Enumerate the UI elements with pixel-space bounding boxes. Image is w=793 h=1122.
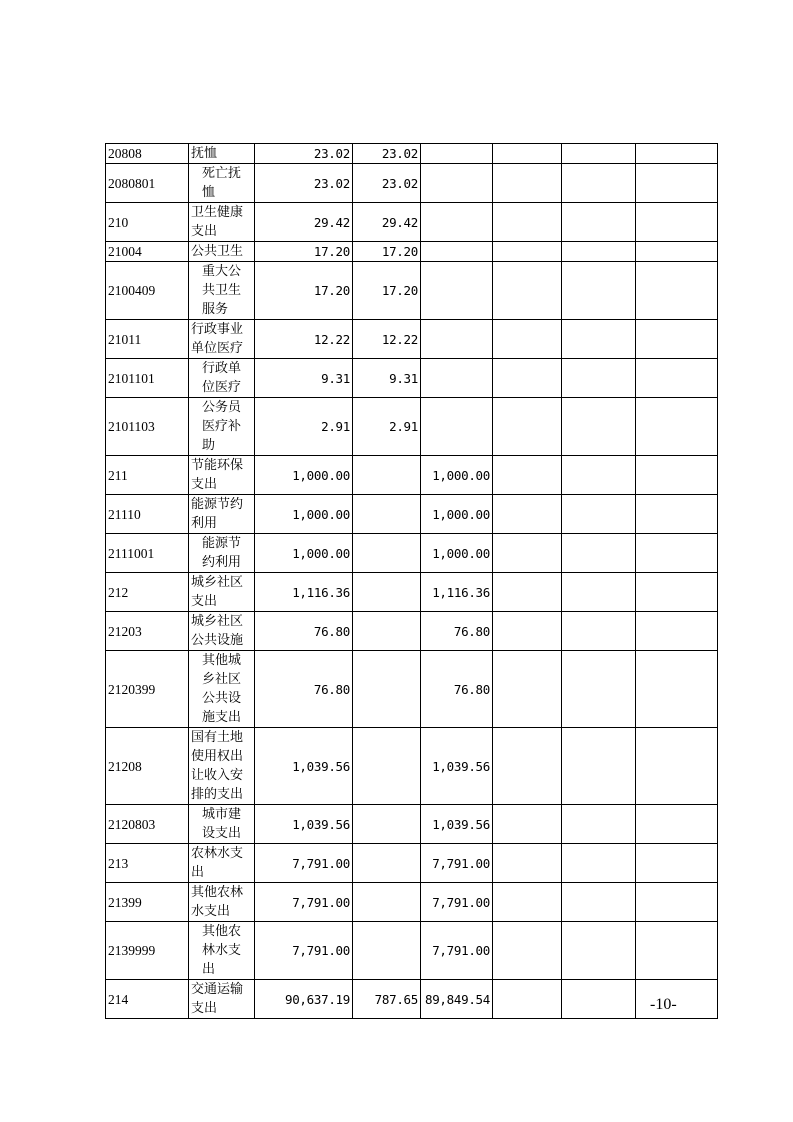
basic-expenditure (353, 495, 421, 534)
basic-expenditure: 12.22 (353, 320, 421, 359)
subject-code: 212 (106, 573, 189, 612)
table-row (106, 883, 718, 922)
basic-expenditure (353, 573, 421, 612)
basic-expenditure (353, 456, 421, 495)
project-expenditure: 89,849.54 (421, 980, 493, 1019)
column-5-cell (562, 922, 636, 980)
column-6-cell (636, 359, 718, 398)
table-row (106, 980, 718, 1019)
basic-expenditure: 29.42 (353, 203, 421, 242)
total-amount: 1,000.00 (255, 456, 353, 495)
subject-name: 其他农林水支出 (189, 922, 255, 980)
subject-code: 21011 (106, 320, 189, 359)
column-6-cell (636, 922, 718, 980)
table-row (106, 844, 718, 883)
budget-expenditure-table (105, 143, 718, 1019)
project-expenditure: 1,000.00 (421, 495, 493, 534)
column-6-cell (636, 651, 718, 728)
column-6-cell (636, 728, 718, 805)
column-4-cell (493, 612, 562, 651)
total-amount: 7,791.00 (255, 883, 353, 922)
column-5-cell (562, 534, 636, 573)
total-amount: 7,791.00 (255, 844, 353, 883)
project-expenditure: 1,116.36 (421, 573, 493, 612)
subject-name: 重大公共卫生服务 (189, 262, 255, 320)
subject-name: 节能环保支出 (189, 456, 255, 495)
column-5-cell (562, 728, 636, 805)
column-4-cell (493, 144, 562, 164)
basic-expenditure (353, 728, 421, 805)
column-4-cell (493, 359, 562, 398)
column-4-cell (493, 728, 562, 805)
column-6-cell (636, 164, 718, 203)
column-5-cell (562, 164, 636, 203)
basic-expenditure (353, 844, 421, 883)
project-expenditure (421, 203, 493, 242)
column-6-cell (636, 203, 718, 242)
column-4-cell (493, 242, 562, 262)
subject-name: 国有土地使用权出让收入安排的支出 (189, 728, 255, 805)
table-row (106, 359, 718, 398)
total-amount: 2.91 (255, 398, 353, 456)
project-expenditure (421, 359, 493, 398)
table-row (106, 495, 718, 534)
subject-name: 行政事业单位医疗 (189, 320, 255, 359)
table-row (106, 805, 718, 844)
column-4-cell (493, 651, 562, 728)
total-amount: 12.22 (255, 320, 353, 359)
column-6-cell (636, 573, 718, 612)
subject-code: 2120803 (106, 805, 189, 844)
column-6-cell (636, 320, 718, 359)
column-5-cell (562, 980, 636, 1019)
column-5-cell (562, 495, 636, 534)
basic-expenditure (353, 651, 421, 728)
project-expenditure: 1,039.56 (421, 805, 493, 844)
project-expenditure (421, 242, 493, 262)
column-6-cell (636, 495, 718, 534)
column-6-cell (636, 883, 718, 922)
total-amount: 1,000.00 (255, 534, 353, 573)
page-number: -10- (650, 996, 677, 1013)
table-row (106, 651, 718, 728)
column-5-cell (562, 844, 636, 883)
subject-name: 公共卫生 (189, 242, 255, 262)
column-5-cell (562, 805, 636, 844)
subject-name: 其他城乡社区公共设施支出 (189, 651, 255, 728)
table-row (106, 922, 718, 980)
subject-code: 210 (106, 203, 189, 242)
column-4-cell (493, 164, 562, 203)
subject-code: 211 (106, 456, 189, 495)
basic-expenditure: 787.65 (353, 980, 421, 1019)
column-5-cell (562, 612, 636, 651)
total-amount: 1,000.00 (255, 495, 353, 534)
table-row (106, 398, 718, 456)
column-5-cell (562, 262, 636, 320)
project-expenditure: 1,000.00 (421, 456, 493, 495)
column-5-cell (562, 883, 636, 922)
subject-code: 2139999 (106, 922, 189, 980)
subject-name: 城乡社区公共设施 (189, 612, 255, 651)
project-expenditure (421, 320, 493, 359)
subject-name: 农林水支出 (189, 844, 255, 883)
subject-code: 2111001 (106, 534, 189, 573)
table-row (106, 612, 718, 651)
project-expenditure: 76.80 (421, 651, 493, 728)
column-6-cell (636, 144, 718, 164)
project-expenditure: 7,791.00 (421, 922, 493, 980)
total-amount: 90,637.19 (255, 980, 353, 1019)
total-amount: 9.31 (255, 359, 353, 398)
subject-code: 21004 (106, 242, 189, 262)
basic-expenditure: 2.91 (353, 398, 421, 456)
table-body (106, 144, 718, 1019)
column-4-cell (493, 398, 562, 456)
basic-expenditure (353, 922, 421, 980)
subject-name: 公务员医疗补助 (189, 398, 255, 456)
basic-expenditure (353, 534, 421, 573)
subject-name: 死亡抚恤 (189, 164, 255, 203)
subject-code: 2101103 (106, 398, 189, 456)
total-amount: 29.42 (255, 203, 353, 242)
table-row (106, 144, 718, 164)
basic-expenditure (353, 612, 421, 651)
table-row (106, 203, 718, 242)
column-6-cell (636, 262, 718, 320)
basic-expenditure: 23.02 (353, 164, 421, 203)
total-amount: 17.20 (255, 262, 353, 320)
project-expenditure (421, 398, 493, 456)
subject-code: 214 (106, 980, 189, 1019)
column-4-cell (493, 320, 562, 359)
basic-expenditure: 17.20 (353, 242, 421, 262)
subject-name: 抚恤 (189, 144, 255, 164)
subject-code: 2100409 (106, 262, 189, 320)
column-4-cell (493, 534, 562, 573)
total-amount: 1,116.36 (255, 573, 353, 612)
subject-code: 21399 (106, 883, 189, 922)
column-6-cell (636, 456, 718, 495)
subject-name: 能源节约利用 (189, 534, 255, 573)
subject-code: 2101101 (106, 359, 189, 398)
subject-code: 21208 (106, 728, 189, 805)
column-4-cell (493, 203, 562, 242)
column-5-cell (562, 573, 636, 612)
project-expenditure: 7,791.00 (421, 883, 493, 922)
total-amount: 23.02 (255, 144, 353, 164)
subject-name: 城市建设支出 (189, 805, 255, 844)
table-row (106, 320, 718, 359)
subject-code: 21203 (106, 612, 189, 651)
column-4-cell (493, 805, 562, 844)
table-row (106, 164, 718, 203)
project-expenditure: 76.80 (421, 612, 493, 651)
column-4-cell (493, 573, 562, 612)
subject-name: 其他农林水支出 (189, 883, 255, 922)
project-expenditure: 1,039.56 (421, 728, 493, 805)
column-4-cell (493, 883, 562, 922)
column-5-cell (562, 651, 636, 728)
column-6-cell (636, 534, 718, 573)
column-5-cell (562, 398, 636, 456)
project-expenditure (421, 164, 493, 203)
basic-expenditure (353, 883, 421, 922)
subject-name: 能源节约利用 (189, 495, 255, 534)
column-6-cell (636, 612, 718, 651)
column-4-cell (493, 922, 562, 980)
column-4-cell (493, 844, 562, 883)
column-5-cell (562, 203, 636, 242)
project-expenditure: 7,791.00 (421, 844, 493, 883)
total-amount: 76.80 (255, 612, 353, 651)
table-row (106, 728, 718, 805)
basic-expenditure: 9.31 (353, 359, 421, 398)
total-amount: 7,791.00 (255, 922, 353, 980)
total-amount: 76.80 (255, 651, 353, 728)
project-expenditure (421, 262, 493, 320)
subject-name: 交通运输支出 (189, 980, 255, 1019)
table-row (106, 573, 718, 612)
subject-name: 行政单位医疗 (189, 359, 255, 398)
total-amount: 1,039.56 (255, 805, 353, 844)
column-4-cell (493, 262, 562, 320)
column-6-cell (636, 805, 718, 844)
table-row (106, 262, 718, 320)
column-5-cell (562, 456, 636, 495)
column-5-cell (562, 320, 636, 359)
basic-expenditure: 23.02 (353, 144, 421, 164)
column-4-cell (493, 495, 562, 534)
subject-code: 21110 (106, 495, 189, 534)
total-amount: 1,039.56 (255, 728, 353, 805)
column-5-cell (562, 359, 636, 398)
column-6-cell (636, 844, 718, 883)
table-row (106, 534, 718, 573)
basic-expenditure: 17.20 (353, 262, 421, 320)
table-row (106, 456, 718, 495)
subject-code: 2080801 (106, 164, 189, 203)
total-amount: 17.20 (255, 242, 353, 262)
subject-code: 213 (106, 844, 189, 883)
column-4-cell (493, 980, 562, 1019)
total-amount: 23.02 (255, 164, 353, 203)
subject-code: 20808 (106, 144, 189, 164)
project-expenditure: 1,000.00 (421, 534, 493, 573)
table-row (106, 242, 718, 262)
basic-expenditure (353, 805, 421, 844)
column-5-cell (562, 144, 636, 164)
subject-name: 城乡社区支出 (189, 573, 255, 612)
subject-name: 卫生健康支出 (189, 203, 255, 242)
subject-code: 2120399 (106, 651, 189, 728)
column-6-cell (636, 398, 718, 456)
column-4-cell (493, 456, 562, 495)
column-5-cell (562, 242, 636, 262)
column-6-cell (636, 242, 718, 262)
project-expenditure (421, 144, 493, 164)
